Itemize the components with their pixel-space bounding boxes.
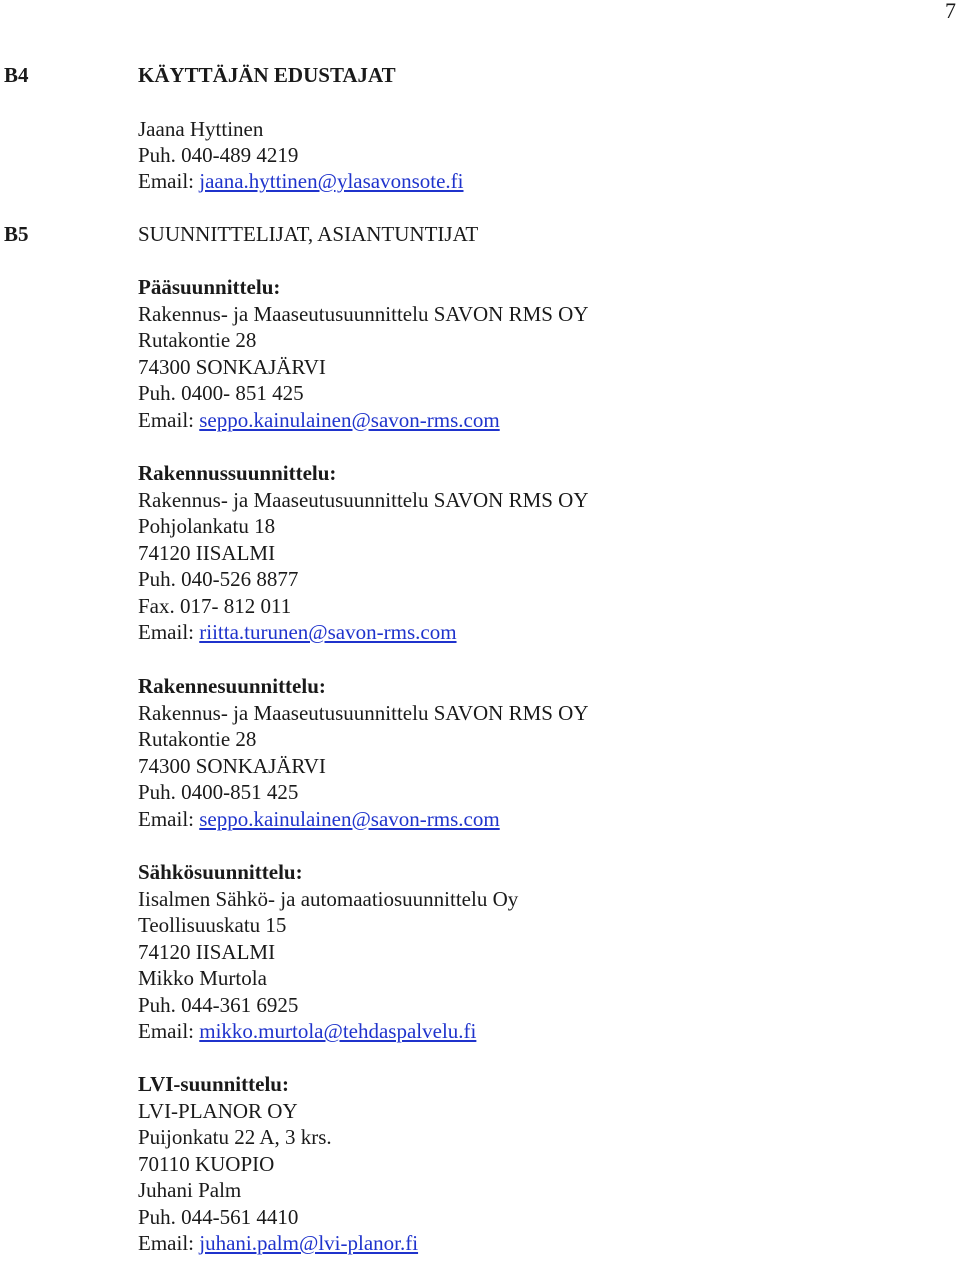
postal-city: 74300 SONKAJÄRVI bbox=[138, 354, 326, 379]
email-label: Email: bbox=[138, 1019, 200, 1043]
designer-group-electrical bbox=[138, 859, 518, 1045]
group-heading: Rakennussuunnittelu: bbox=[138, 461, 337, 485]
street-address: Puijonkatu 22 A, 3 krs. bbox=[138, 1125, 332, 1149]
designer-group-hvac bbox=[138, 1071, 418, 1257]
group-heading: Rakennesuunnittelu: bbox=[138, 674, 326, 698]
email-label: Email: bbox=[138, 620, 200, 644]
street-address: Teollisuuskatu 15 bbox=[138, 913, 287, 937]
group-heading: Sähkösuunnittelu: bbox=[138, 860, 303, 884]
company-name: LVI-PLANOR OY bbox=[138, 1098, 298, 1123]
section-code-b4: B4 bbox=[4, 63, 29, 87]
phone: Puh. 040-526 8877 bbox=[138, 567, 299, 591]
contact-person: Juhani Palm bbox=[138, 1178, 242, 1202]
company-name: Rakennus- ja Maaseutusuunnittelu SAVON RMS OY bbox=[138, 700, 589, 725]
page-number: 7 bbox=[945, 0, 956, 23]
email-line bbox=[138, 1230, 418, 1257]
email-label: Email: bbox=[138, 1231, 200, 1255]
designer-group-main bbox=[138, 274, 589, 433]
email-line bbox=[138, 806, 589, 833]
group-heading: LVI-suunnittelu: bbox=[138, 1072, 289, 1096]
company-name: Rakennus- ja Maaseutusuunnittelu SAVON RMS OY bbox=[138, 487, 589, 512]
designer-group-structural bbox=[138, 673, 589, 832]
postal-city: 74120 IISALMI bbox=[138, 540, 276, 565]
phone: Puh. 044-361 6925 bbox=[138, 992, 299, 1017]
email-link[interactable]: seppo.kainulainen@savon-rms.com bbox=[199, 806, 500, 831]
postal-city: 70110 KUOPIO bbox=[138, 1151, 275, 1176]
designer-group-architecture bbox=[138, 460, 589, 646]
street-address: Pohjolankatu 18 bbox=[138, 514, 276, 538]
contact-phone: Puh. 040-489 4219 bbox=[138, 143, 299, 167]
email-link[interactable]: seppo.kainulainen@savon-rms.com bbox=[199, 407, 500, 432]
contact-person: Mikko Murtola bbox=[138, 966, 267, 990]
user-representative-contact bbox=[138, 116, 464, 194]
email-line bbox=[138, 407, 589, 434]
email-label: Email: bbox=[138, 169, 200, 193]
email-label: Email: bbox=[138, 407, 200, 432]
postal-city: 74300 SONKAJÄRVI bbox=[138, 753, 326, 778]
contact-email-line bbox=[138, 168, 464, 194]
company-name: Iisalmen Sähkö- ja automaatiosuunnittelu Oy bbox=[138, 886, 519, 911]
company-name: Rakennus- ja Maaseutusuunnittelu SAVON RMS OY bbox=[138, 301, 589, 326]
email-link[interactable]: mikko.murtola@tehdaspalvelu.fi bbox=[199, 1019, 477, 1043]
group-heading: Pääsuunnittelu: bbox=[138, 275, 281, 299]
contact-name: Jaana Hyttinen bbox=[138, 117, 264, 141]
street-address: Rutakontie 28 bbox=[138, 328, 257, 352]
email-link[interactable]: juhani.palm@lvi-planor.fi bbox=[199, 1231, 419, 1255]
email-link[interactable]: jaana.hyttinen@ylasavonsote.fi bbox=[199, 169, 464, 193]
section-title-b4: KÄYTTÄJÄN EDUSTAJAT bbox=[138, 63, 396, 87]
email-line bbox=[138, 619, 589, 646]
postal-city: 74120 IISALMI bbox=[138, 939, 276, 964]
phone: Puh. 044-561 4410 bbox=[138, 1204, 299, 1229]
fax: Fax. 017- 812 011 bbox=[138, 593, 292, 618]
phone: Puh. 0400-851 425 bbox=[138, 780, 299, 804]
phone: Puh. 0400- 851 425 bbox=[138, 381, 304, 405]
email-line bbox=[138, 1018, 518, 1045]
street-address: Rutakontie 28 bbox=[138, 727, 257, 751]
section-code-b5: B5 bbox=[4, 222, 29, 246]
email-link[interactable]: riitta.turunen@savon-rms.com bbox=[199, 620, 457, 644]
section-title-b5: SUUNNITTELIJAT, ASIANTUNTIJAT bbox=[138, 222, 479, 246]
email-label: Email: bbox=[138, 806, 200, 831]
